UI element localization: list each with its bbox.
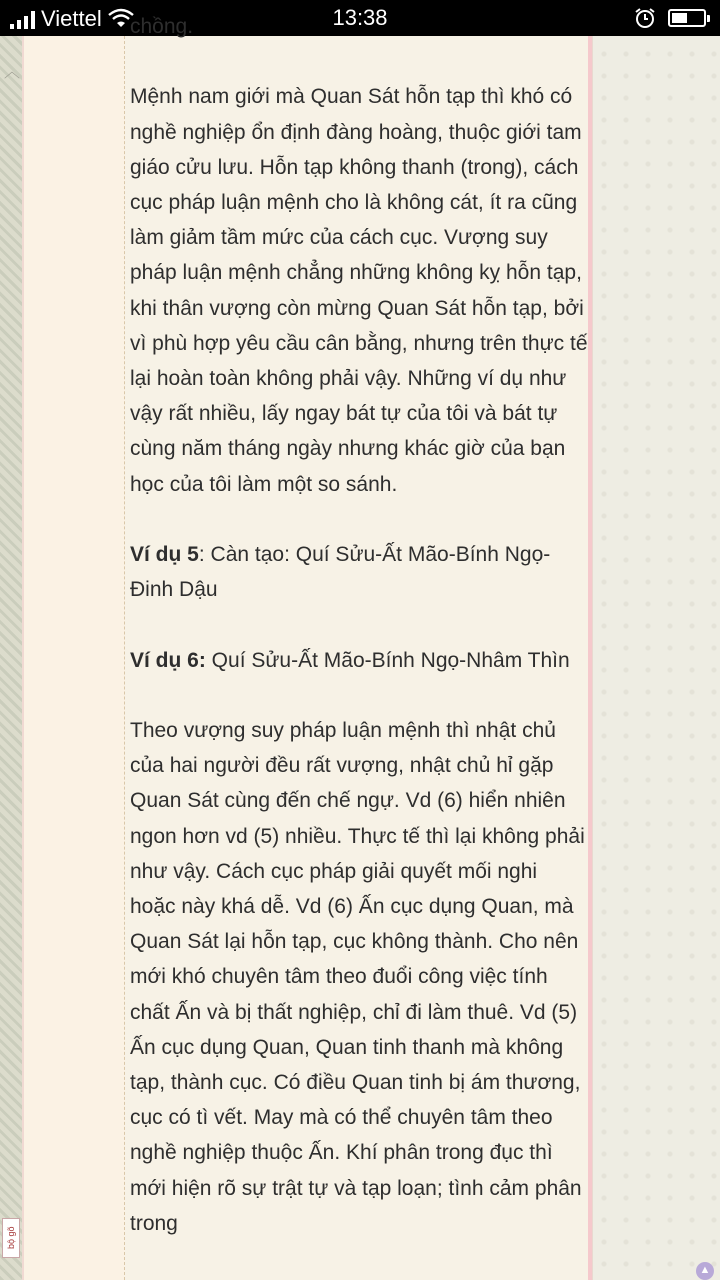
carrier-name: Viettel [41, 6, 102, 31]
status-right [634, 7, 706, 29]
left-margin-column [22, 36, 126, 1280]
paragraph: chồng. [130, 15, 194, 38]
scroll-top-icon[interactable]: ▲ [696, 1262, 714, 1280]
example-5 [130, 537, 588, 607]
example-5-label: Ví dụ 5 [130, 543, 199, 567]
paragraph: Mệnh nam giới mà Quan Sát hỗn tạp thì khó có nghề nghiệp ổn định đàng hoàng, thuộc giới tam giáo cửu lưu. Hỗn tạp không thanh (trong), cách cục pháp luận mệnh cho là không cát, ít ra cũng làm giảm tầm mức của cách cục. Vượng suy pháp luận mệnh chẳng những không kỵ hỗn tạp, khi thân vượng còn mừng Quan Sát hỗn tạp, bởi vì phù hợp yêu cầu cân bằng, nhưng trên thực tế lại hoàn toàn không phải vậy. Những ví dụ như vậy rất nhiều, lấy ngay bát tự của tôi và bát tự cùng năm tháng ngày nhưng khác giờ của bạn học của tôi làm một so sánh. [130, 85, 588, 496]
example-5-text: : Càn tạo: Quí Sửu-Ất Mão-Bính Ngọ-Đinh Dậu [130, 543, 551, 602]
input-method-tab[interactable]: bộ gõ [2, 1218, 20, 1258]
alarm-icon [634, 7, 656, 29]
paragraph: Theo vượng suy pháp luận mệnh thì nhật chủ của hai người đều rất vượng, nhật chủ hỉ gặp Quan Sát cùng đến chế ngự. Vd (6) hiển nhiên ngon hơn vd (5) nhiều. Thực tế thì lại không phải như vậy. Cách cục pháp giải quyết mối nghi hoặc này khá dễ. Vd (6) Ấn cục dụng Quan, mà Quan Sát lại hỗn tạp, cục không thành. Cho nên mới khó chuyên tâm theo đuổi công việc tính chất Ấn và bị thất nghiệp, chỉ đi làm thuê. Vd (5) Ấn cục dụng Quan, Quan tinh thanh mà không tạp, thành cục. Có điều Quan tinh bị ám thương, cục có tì vết. May mà có thể chuyên tâm theo nghề nghiệp thuộc Ấn. Khí phân trong đục thì mới hiện rõ sự trật tự và tạp loạn; tình cảm phân trong [130, 719, 585, 1235]
right-border-inner [592, 36, 593, 1280]
left-decorative-strip [0, 36, 22, 1280]
chevron-up-icon[interactable]: ︿ [4, 64, 21, 81]
example-6 [130, 643, 588, 678]
example-6-text: Quí Sửu-Ất Mão-Bính Ngọ-Nhâm Thìn [205, 648, 570, 672]
example-6-label: Ví dụ 6: [130, 648, 206, 672]
battery-icon [668, 9, 706, 27]
clock: 13:38 [332, 5, 388, 30]
